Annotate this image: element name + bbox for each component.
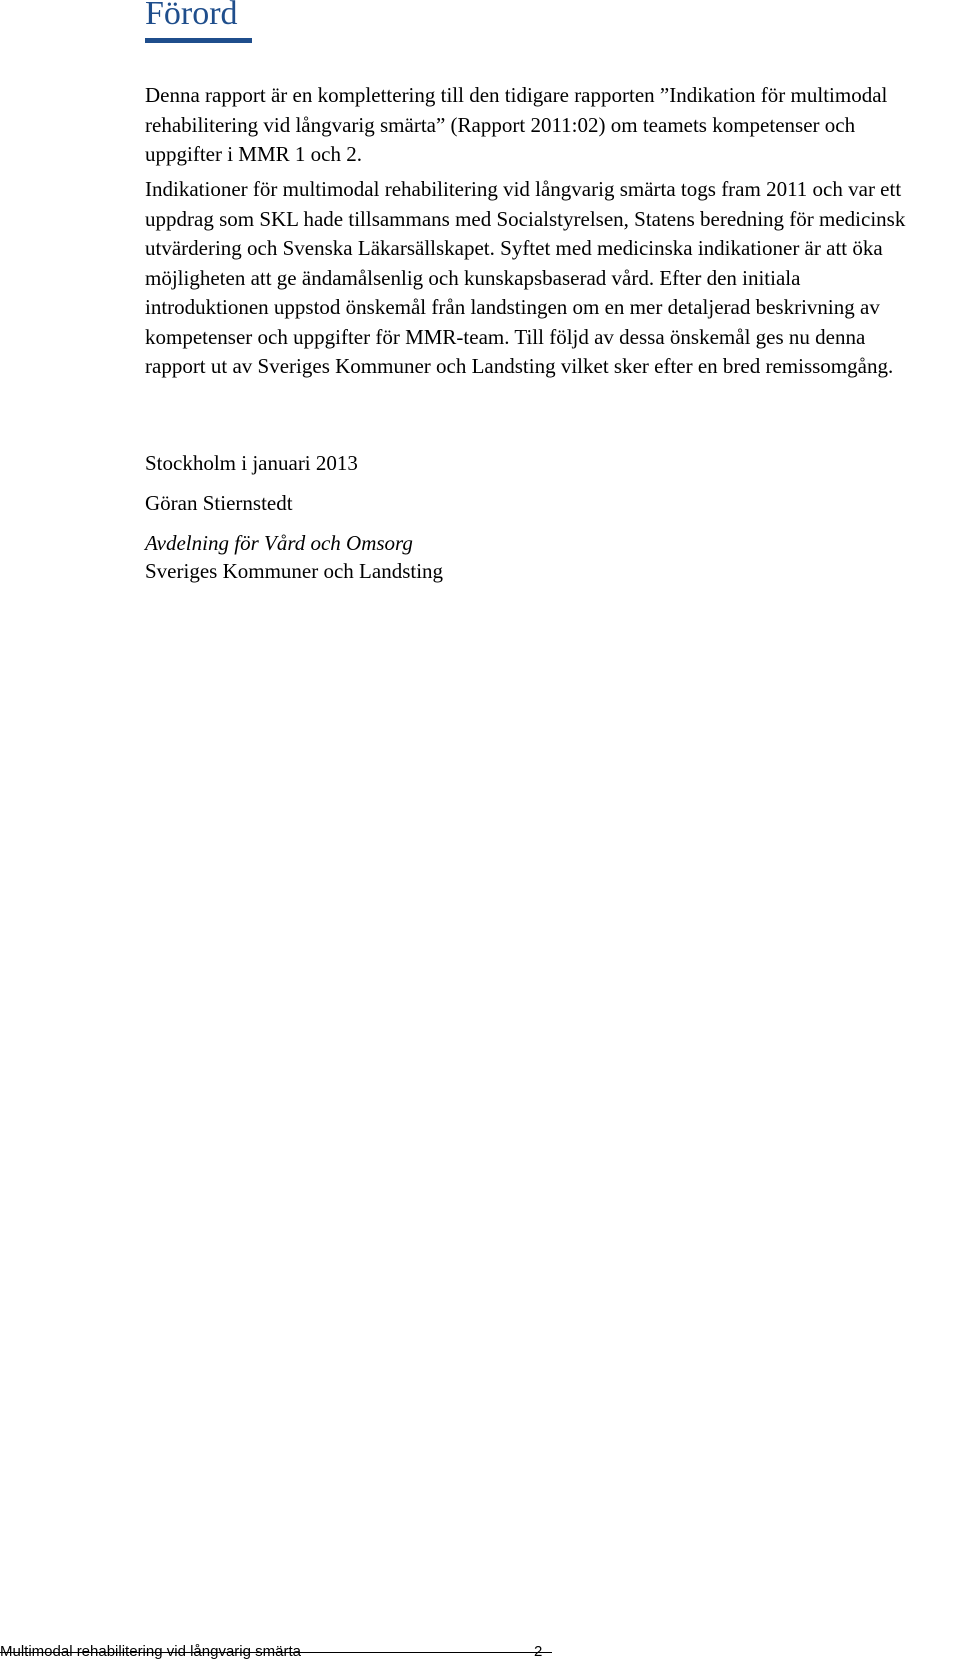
page-title: Förord <box>145 0 238 32</box>
signer-organization: Sveriges Kommuner och Landsting <box>145 559 444 583</box>
intro-paragraph: Denna rapport är en komplettering till den tidigare rapporten ”Indikation för multimodal rehabilitering vid långvarig smärta” (Rapport 2011:02) om teamets kompetenser och uppgifter i MMR 1 och 2. <box>145 83 888 166</box>
place-date: Stockholm i januari 2013 <box>145 451 358 475</box>
footer-document-title: Multimodal rehabilitering vid långvarig smärta <box>0 1643 301 1660</box>
signer-name: Göran Stiernstedt <box>145 491 293 515</box>
footer-page-number: 2 <box>534 1643 543 1660</box>
background-paragraph: Indikationer för multimodal rehabilitering vid långvarig smärta togs fram 2011 och var ett uppdrag som SKL hade tillsammans med Socialstyrelsen, Statens beredning för medicinsk utvärdering och Svenska Läkarsällskapet. Syftet med medicinska indikationer är att öka möjligheten att ge ändamålsenlig och kunskapsbaserad vård. Efter den initiala introduktionen uppstod önskemål från landstingen om en mer detaljerad beskrivning av kompetenser och uppgifter för MMR-team. Till följd av dessa önskemål ges nu denna rapport ut av Sveriges Kommuner och Landsting vilket sker efter en bred remissomgång. <box>145 177 906 378</box>
title-underline <box>145 38 252 43</box>
signer-department: Avdelning för Vård och Omsorg <box>145 531 413 555</box>
